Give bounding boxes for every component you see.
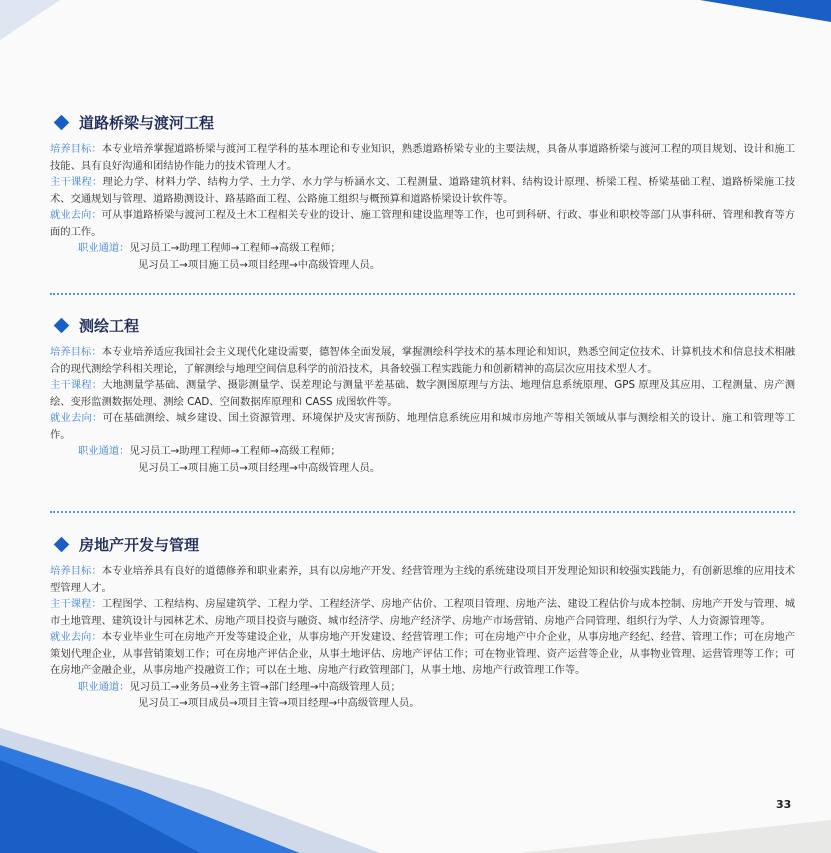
section-real-estate xyxy=(50,534,795,712)
career-text: 可在基础测绘、城乡建设、国土资源管理、环境保护及灾害预防、地理信息系统应用和城市房地产等相关领域从事与测绘相关的设计、施工和管理等工作。 xyxy=(50,412,796,441)
diamond-bullet-icon xyxy=(54,537,70,553)
goal-label: 培养目标： xyxy=(50,346,102,358)
goal-text: 本专业培养具有良好的道德修养和职业素养，具有以房地产开发、经营管理为主线的系统建设项目开发理论知识和较强实践能力，有创新思维的应用技术型管理人才。 xyxy=(50,565,796,594)
goal-paragraph xyxy=(50,141,795,174)
top-right-stripe xyxy=(560,0,831,22)
courses-text: 大地测量学基础、测量学、摄影测量学、误差理论与测量平差基础、数字测图原理与方法、地理信息系统原理、GPS 原理及其应用、工程测量、房产测绘、变形监测数据处理、测绘 CAD、空间数据库原理和 CASS 成图软件等。 xyxy=(50,379,795,408)
section-divider xyxy=(50,511,795,513)
goal-label: 培养目标： xyxy=(50,143,102,155)
top-left-swoosh xyxy=(0,0,60,40)
section-surveying xyxy=(50,315,795,476)
courses-label: 主干课程： xyxy=(50,598,102,610)
career-label: 就业去向： xyxy=(50,631,102,643)
path-paragraph xyxy=(50,443,795,460)
career-text: 可从事道路桥梁与渡河工程及土木工程相关专业的设计、施工管理和建设监理等工作，也可到科研、行政、事业和职校等部门从事科研、管理和教育等方面的工作。 xyxy=(50,209,796,238)
section-title-text: 道路桥梁与渡河工程 xyxy=(79,114,215,132)
path-paragraph xyxy=(50,679,795,696)
section-title-text: 房地产开发与管理 xyxy=(79,536,200,554)
goal-text: 本专业培养适应我国社会主义现代化建设需要，德智体全面发展，掌握测绘科学技术的基本理论和知识，熟悉空间定位技术、计算机技术和信息技术相融合的现代测绘学科相关理论，了解测绘与地理空间信息科学的前沿技术，具备较强工程实践能力和创新精神的高层次应用技术型人才。 xyxy=(50,346,796,375)
career-label: 就业去向： xyxy=(50,209,102,221)
goal-paragraph xyxy=(50,344,795,377)
diamond-bullet-icon xyxy=(54,115,70,131)
page-number: 33 xyxy=(776,798,792,811)
path-line-1: 见习员工→业务员→业务主管→部门经理→中高级管理人员； xyxy=(129,680,401,693)
path-paragraph xyxy=(50,240,795,257)
path-line-2: 见习员工→项目施工员→项目经理→中高级管理人员。 xyxy=(138,258,381,271)
path-line-2: 见习员工→项目成员→项目主管→项目经理→中高级管理人员。 xyxy=(138,697,420,709)
path-line-2: 见习员工→项目施工员→项目经理→中高级管理人员。 xyxy=(138,461,381,474)
courses-label: 主干课程： xyxy=(50,379,103,391)
section-title-text: 测绘工程 xyxy=(79,317,140,335)
career-paragraph xyxy=(50,410,795,443)
courses-text: 理论力学、材料力学、结构力学、土力学、水力学与桥涵水文、工程测量、道路建筑材料、结构设计原理、桥梁工程、桥梁基础工程、道路桥梁施工技术、交通规划与管理、道路勘测设计、路基路面工程、公路施工组织与概预算和道路桥梁设计软件等。 xyxy=(50,176,796,205)
section-title xyxy=(50,315,795,336)
courses-paragraph xyxy=(50,174,795,207)
path-label: 职业通道： xyxy=(78,680,130,693)
career-label: 就业去向： xyxy=(50,412,103,424)
goal-label: 培养目标： xyxy=(50,565,102,577)
section-road-bridge xyxy=(50,112,795,273)
goal-paragraph xyxy=(50,563,795,596)
section-title xyxy=(50,534,795,555)
courses-text: 工程图学、工程结构、房屋建筑学、工程力学、工程经济学、房地产估价、工程项目管理、房地产法、建设工程估价与成本控制、房地产开发与管理、城市土地管理、建筑设计与园林艺术、房地产项目投资与融资、城市经济学、房地产经济学、房地产市场营销、房地产合同管理、组织行为学、人力资源管理等。 xyxy=(50,598,796,627)
goal-text: 本专业培养掌握道路桥梁与渡河工程学科的基本理论和专业知识，熟悉道路桥梁专业的主要法规，具备从事道路桥梁与渡河工程的项目规划、设计和施工技能、具有良好沟通和团结协作能力的技术管理人才。 xyxy=(50,143,796,172)
bottom-right-shadow xyxy=(520,820,831,853)
career-paragraph xyxy=(50,207,795,240)
courses-label: 主干课程： xyxy=(50,176,103,188)
path-label: 职业通道： xyxy=(78,242,130,254)
section-title xyxy=(50,112,795,133)
section-divider xyxy=(50,293,795,295)
diamond-bullet-icon xyxy=(54,318,70,334)
path-line-1: 见习员工→助理工程师→工程师→高级工程师； xyxy=(129,242,341,254)
path-line-1: 见习员工→助理工程师→工程师→高级工程师； xyxy=(129,445,341,457)
path-label: 职业通道： xyxy=(78,445,130,457)
career-paragraph xyxy=(50,629,795,679)
courses-paragraph xyxy=(50,596,795,629)
courses-paragraph xyxy=(50,377,795,410)
career-text: 本专业毕业生可在房地产开发等建设企业，从事房地产开发建设、经营管理工作；可在房地产中介企业，从事房地产经纪、经营、管理工作；可在房地产策划代理企业，从事营销策划工作；可在房地产评估企业，从事土地评估、房地产评估工作；可在物业管理、资产运营等企业，从事物业管理、运营管理等工作；可在房地产金融企业，从事房地产投融资工作；可以在土地、房地产行政管理部门，从事土地、房地产行政管理工作等。 xyxy=(50,631,796,676)
